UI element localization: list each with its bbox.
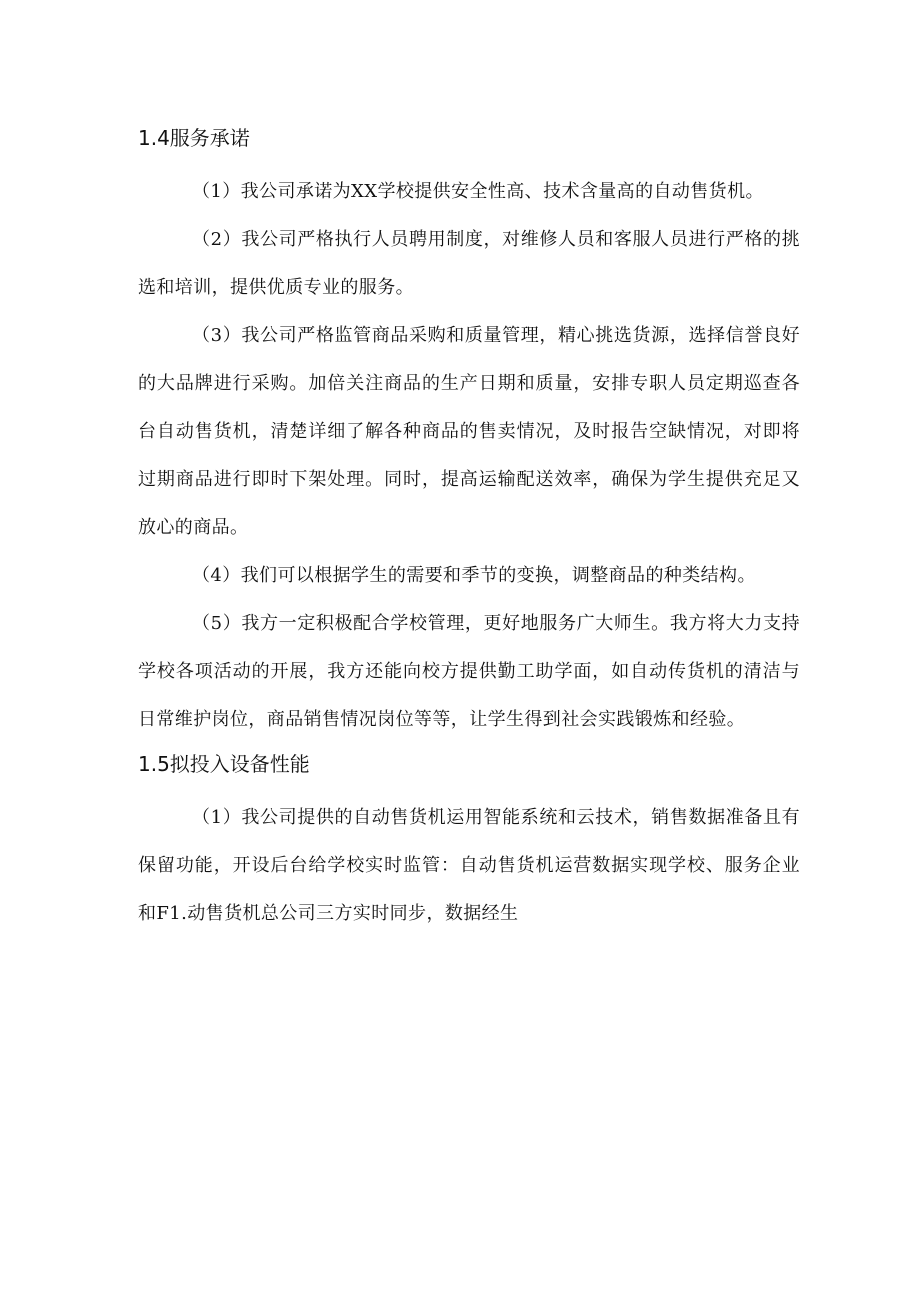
document-body xyxy=(138,118,800,938)
paragraph-1-4-5: （5）我方一定积极配合学校管理，更好地服务广大师生。我方将大力支持学校各项活动的开展，我方还能向校方提供勤工助学面，如自动传货机的清洁与日常维护岗位，商品销售情况岗位等等，让学生得到社会实践锻炼和经验。 xyxy=(138,613,800,730)
paragraph-1-5-1: （1）我公司提供的自动售货机运用智能系统和云技术，销售数据准备且有保留功能，开设后台给学校实时监管：自动售货机运营数据实现学校、服务企业和F1.动售货机总公司三方实时同步，数据经生 xyxy=(138,807,800,924)
paragraph-1-4-1: （1）我公司承诺为XX学校提供安全性高、技术含量高的自动售货机。 xyxy=(192,181,764,202)
paragraph-1-4-3: （3）我公司严格监管商品采购和质量管理，精心挑选货源，选择信誉良好的大品牌进行采购。加倍关注商品的生产日期和质量，安排专职人员定期巡查各台自动售货机，清楚详细了解各种商品的售卖情况，及时报告空缺情况，对即将过期商品进行即时下架处理。同时，提高运输配送效率，确保为学生提供充足又放心的商品。 xyxy=(138,325,800,538)
section-heading-1-5: 1.5拟投入设备性能 xyxy=(138,752,310,776)
section-heading-1-4: 1.4服务承诺 xyxy=(138,126,250,150)
paragraph-1-4-2: （2）我公司严格执行人员聘用制度，对维修人员和客服人员进行严格的挑选和培训，提供优质专业的服务。 xyxy=(138,229,800,298)
paragraph-1-4-4: （4）我们可以根据学生的需要和季节的变换，调整商品的种类结构。 xyxy=(192,565,756,586)
